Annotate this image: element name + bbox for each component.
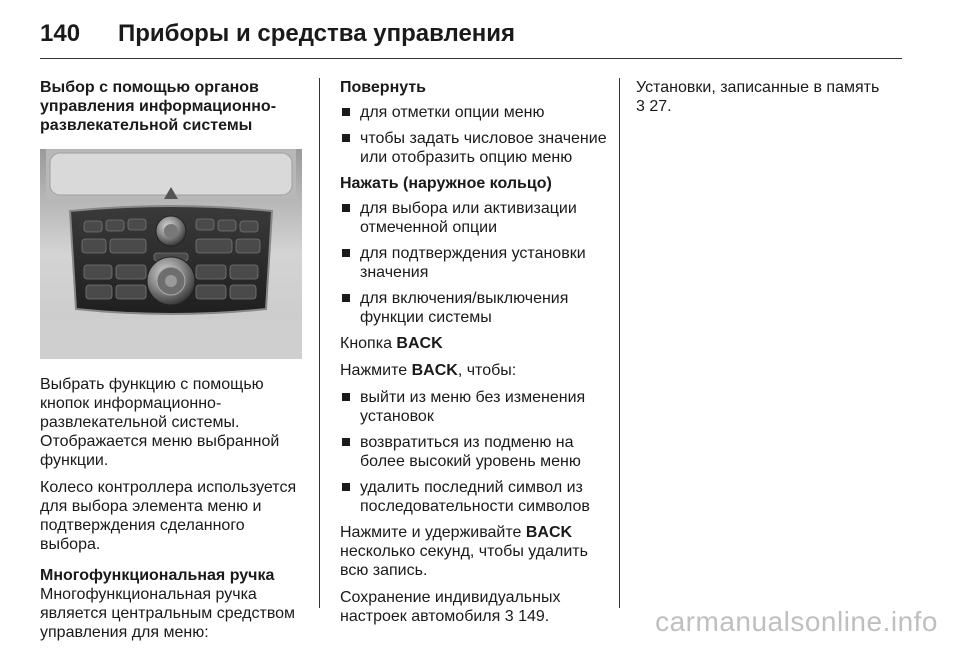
column-divider [319,78,320,608]
knob-heading: Многофункциональная ручка [40,567,275,584]
paragraph: Многофункциональная ручка является центральным средством управления для меню: [40,586,296,641]
list-item: возвратиться из подменю на более высокий уровень меню [340,433,608,471]
header-rule [40,58,902,59]
list-item: для подтверждения установки значения [340,244,608,282]
column-divider [619,78,620,608]
hold-back-text: Нажмите и удерживайте BACK несколько секунд, чтобы удалить всю запись. [340,524,588,579]
paragraph: Выбрать функцию с помощью кнопок информационно-развлекательной системы. Отображается меню выбранной функции. [40,376,280,469]
save-settings-text: Сохранение индивидуальных настроек автомобиля 3 149. [340,589,561,625]
column-3 [636,78,904,124]
page-number: 140 [40,20,81,47]
reference-arrow-icon: 3 [636,98,645,115]
press-back-text: Нажмите BACK, чтобы: [340,362,517,379]
list-item: для отметки опции меню [340,103,608,122]
watermark: carmanualsonline.info [655,606,938,637]
memory-settings-text: Установки, записанные в память 3 27. [636,79,880,115]
list-item: чтобы задать числовое значение или отобразить опцию меню [340,129,608,167]
page-header [40,14,515,54]
column-2 [340,78,608,634]
list-item: для выбора или активизации отмеченной опции [340,199,608,237]
list-item: для включения/выключения функции системы [340,289,608,327]
list-item: выйти из меню без изменения установок [340,388,608,426]
turn-heading: Повернуть [340,79,426,96]
list-item: удалить последний символ из последовательности символов [340,478,608,516]
paragraph: Колесо контроллера используется для выбора элемента меню и подтверждения сделанного выбора. [40,479,297,553]
page-title: Приборы и средства управления [118,20,516,47]
infotainment-panel-photo [40,149,302,359]
reference-arrow-icon: 3 [504,608,514,625]
column-1 [40,78,308,650]
press-heading: Нажать (наружное кольцо) [340,175,552,192]
section-heading: Выбор с помощью органов управления информационно-развлекательной системы [40,79,277,134]
back-button-label: Кнопка BACK [340,335,443,352]
